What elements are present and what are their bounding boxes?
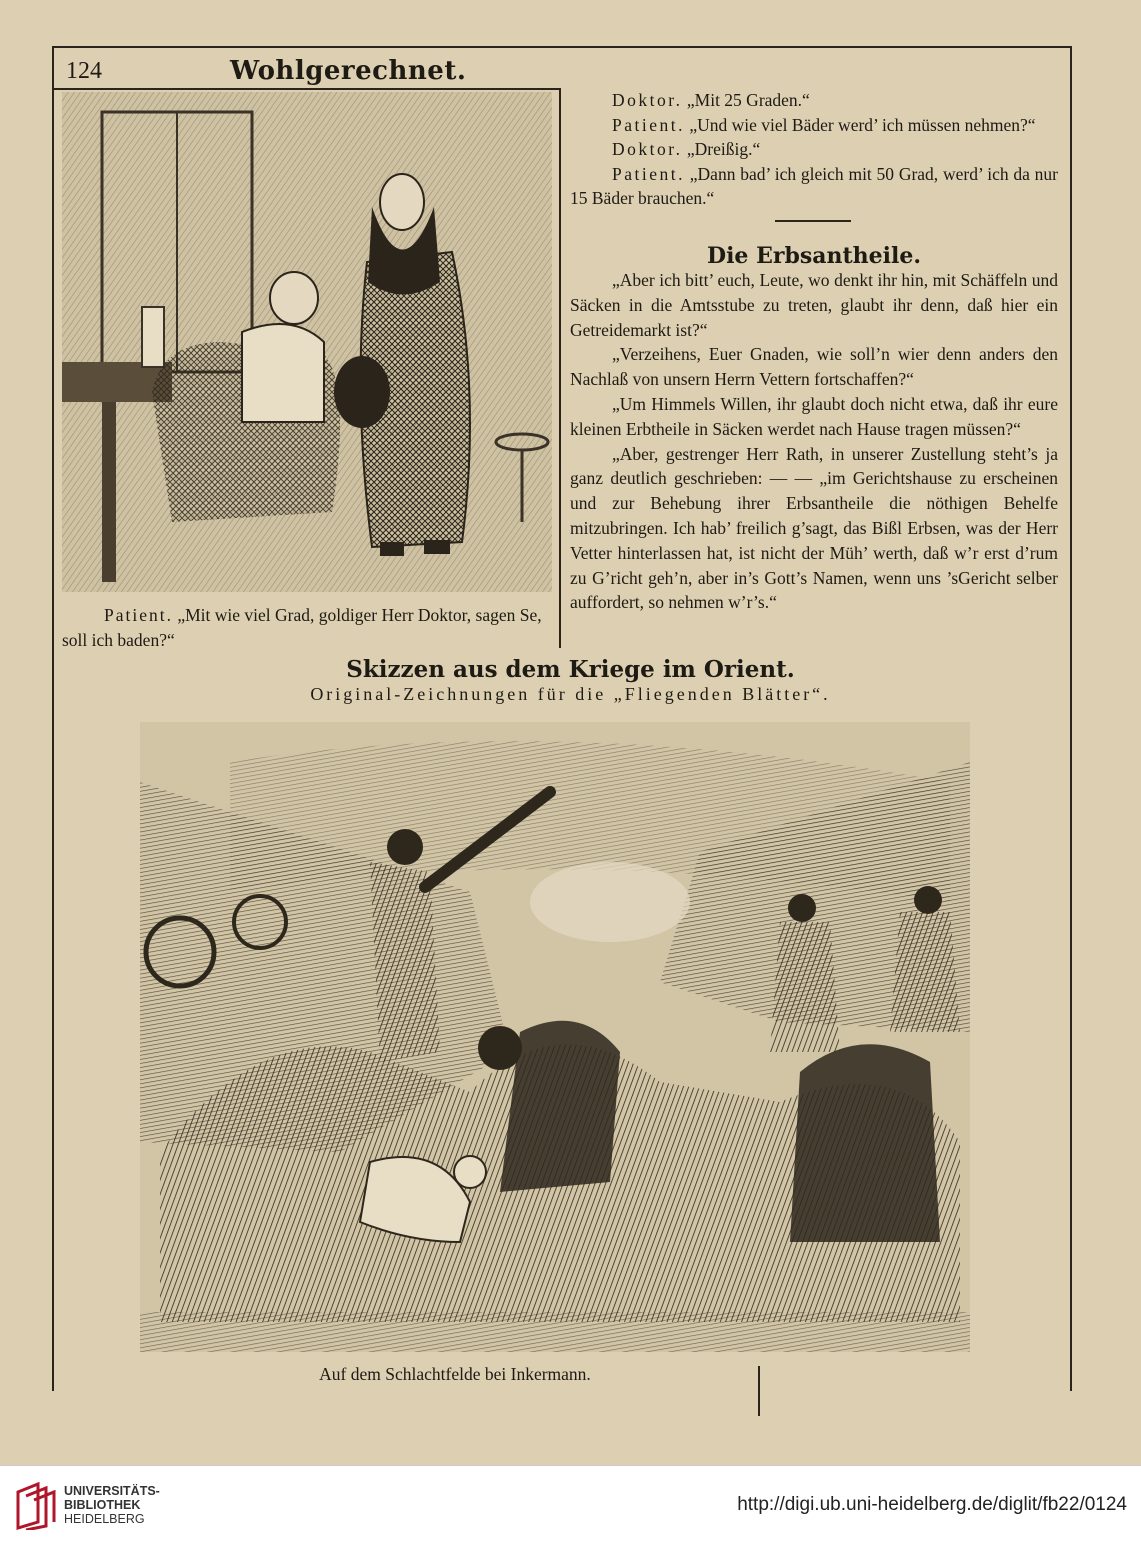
logo-line: UNIVERSITÄTS- bbox=[64, 1484, 160, 1498]
header-rule bbox=[52, 88, 560, 90]
dialog-line bbox=[570, 162, 1058, 211]
university-library-logo-text bbox=[64, 1484, 160, 1526]
sketch-title: Skizzen aus dem Kriege im Orient. bbox=[346, 656, 795, 683]
dialog-line bbox=[570, 113, 1058, 138]
section-paragraph: „Aber ich bitt’ euch, Leute, wo denkt ihr hin, mit Schäffeln und Säcken in die Amtsstube zu treten, glaubt ihr denn, daß hier ein Getreidemarkt ist?“ bbox=[570, 270, 1058, 340]
section-divider bbox=[775, 220, 851, 222]
right-rule bbox=[1070, 46, 1072, 1391]
permalink-url[interactable]: http://digi.ub.uni-heidelberg.de/diglit/fb22/0124 bbox=[737, 1494, 1127, 1515]
top-rule bbox=[52, 46, 1072, 48]
doctor-patient-illustration bbox=[62, 92, 552, 592]
column-divider bbox=[559, 88, 561, 648]
dialog-text: „Mit 25 Graden.“ bbox=[686, 90, 810, 110]
university-library-logo-icon bbox=[14, 1482, 58, 1530]
logo-line: BIBLIOTHEK bbox=[64, 1498, 141, 1512]
dialog-block bbox=[570, 88, 1058, 211]
section-paragraph: „Aber, gestrenger Herr Rath, in unserer Zustellung steht’s ja ganz deutlich geschrieben: — — „im Gerichtshause zu erscheinen und zur Behebung ihrer Erbsantheile die nöthigen Behelfe mitzubringen. Ich hab’ freilich g’sagt, das Bißl Erbsen, was der Herr Vetter hinterlassen hat, ist nicht der Müh’ werth, daß w’r erst d’rum zu G’richt geh’n, aber in’s Gott’s Namen, wenn uns ’sGericht selber auffordert, so nehmen w’r’s.“ bbox=[570, 443, 1058, 613]
dialog-text: „Dreißig.“ bbox=[686, 139, 761, 159]
section-paragraph: „Verzeihens, Euer Gnaden, wie soll’n wier denn anders den Nachlaß von unsern Herrn Vettern fortschaffen?“ bbox=[570, 344, 1058, 390]
caption-text: „Mit wie viel Grad, goldiger Herr Doktor, sagen Se, soll ich baden?“ bbox=[62, 605, 542, 650]
battlefield-caption: Auf dem Schlachtfelde bei Inkermann. bbox=[319, 1364, 591, 1384]
dialog-line bbox=[570, 137, 1058, 162]
dialog-line bbox=[570, 88, 1058, 113]
section-body bbox=[570, 268, 1058, 615]
dialog-text: „Dann bad’ ich gleich mit 50 Grad, werd’ ich da nur 15 Bäder brauchen.“ bbox=[570, 163, 1059, 208]
footer-bar bbox=[0, 1465, 1141, 1548]
page-title: Wohlgerechnet. bbox=[230, 56, 467, 86]
battlefield-illustration bbox=[140, 722, 970, 1352]
dialog-text: „Und wie viel Bäder werd’ ich müssen nehmen?“ bbox=[689, 114, 1036, 135]
dialog-speaker: Doktor. bbox=[612, 90, 683, 110]
dialog-speaker: Patient. bbox=[612, 163, 685, 184]
sketch-subtitle: Original-Zeichnungen für die „Fliegenden Blätter“. bbox=[310, 684, 831, 704]
section-paragraph: „Um Himmels Willen, ihr glaubt doch nicht etwa, daß ihr eure kleinen Erbtheile in Säcken werdet nach Hause tragen müssen?“ bbox=[570, 393, 1058, 439]
dialog-speaker: Patient. bbox=[612, 114, 685, 135]
caption-speaker: Patient. bbox=[104, 605, 173, 625]
left-rule bbox=[52, 46, 54, 1391]
logo-line: HEIDELBERG bbox=[64, 1512, 145, 1526]
dialog-speaker: Doktor. bbox=[612, 139, 683, 159]
section-title: Die Erbsantheile. bbox=[707, 243, 921, 269]
illustration-caption bbox=[62, 603, 552, 653]
page-number: 124 bbox=[66, 58, 102, 84]
